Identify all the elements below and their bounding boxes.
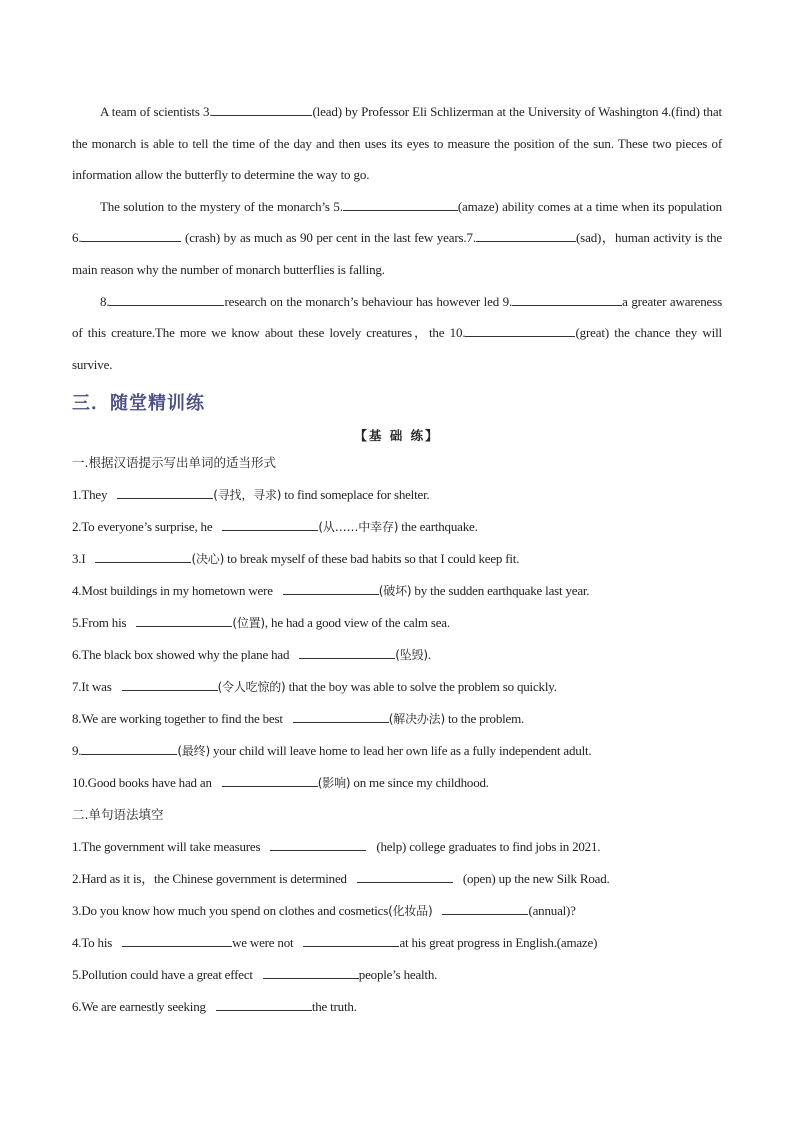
item-text: 4.Most buildings in my hometown were — [72, 583, 273, 599]
passage-text: 8. — [100, 293, 110, 309]
answer-blank[interactable] — [283, 582, 379, 595]
item-text: . — [427, 647, 431, 663]
item-text: the earthquake. — [398, 519, 478, 535]
item-text: 5.Pollution could have a great effect — [72, 967, 253, 983]
answer-blank[interactable] — [263, 966, 359, 979]
passage-text: a greater awareness of this creature.The more we know about these lovely creatures，the 10. — [72, 293, 722, 341]
answer-blank-10[interactable] — [465, 324, 575, 337]
answer-blank[interactable] — [442, 902, 528, 915]
worksheet-page — [72, 96, 722, 1023]
answer-blank[interactable] — [357, 870, 453, 883]
item-hint: (寻找，寻求) — [213, 488, 282, 503]
item-text: 5.From his — [72, 615, 127, 631]
item-text: (open) up the new Silk Road. — [462, 871, 610, 887]
item-text: 2.Hard as it is，the Chinese government is determined — [72, 871, 347, 887]
item-hint: (坠毁) — [395, 648, 428, 663]
answer-blank[interactable] — [270, 838, 366, 851]
item-hint: (影响) — [317, 776, 351, 791]
item-hint: (破坏) — [378, 584, 412, 599]
item-text: we were not — [232, 935, 294, 951]
answer-blank[interactable] — [218, 934, 232, 947]
item-hint: (解决办法) — [388, 712, 445, 727]
passage-text: (amaze) ability comes at a time when its population 6. — [72, 198, 723, 246]
item-hint: (从……中幸存) — [318, 520, 399, 535]
answer-blank[interactable] — [95, 550, 191, 563]
item-text: 8.We are working together to find the best — [72, 711, 283, 727]
answer-blank[interactable] — [136, 614, 232, 627]
grammar-item-3 — [72, 895, 722, 927]
answer-blank-6[interactable] — [81, 229, 181, 242]
passage-text: A team of scientists 3. — [100, 104, 213, 119]
passage-paragraph-3 — [72, 286, 722, 381]
item-text: by the sudden earthquake last year. — [411, 583, 590, 599]
section-1-list — [72, 479, 722, 799]
grammar-item-6 — [72, 991, 722, 1023]
vocab-item — [72, 479, 722, 511]
answer-blank-7[interactable] — [476, 229, 576, 242]
item-hint: (位置) — [232, 616, 265, 631]
grammar-item-2 — [72, 863, 722, 895]
answer-blank[interactable] — [299, 646, 395, 659]
item-text: 3.I — [72, 551, 86, 567]
answer-blank-5[interactable] — [343, 198, 458, 211]
answer-blank-9[interactable] — [512, 293, 622, 306]
item-text: 2.To everyone’s surprise, he — [72, 519, 213, 535]
vocab-item — [72, 703, 722, 735]
vocab-item — [72, 671, 722, 703]
answer-blank[interactable] — [81, 742, 177, 755]
item-text: 9. — [72, 743, 82, 759]
answer-blank[interactable] — [222, 774, 318, 787]
vocab-item — [72, 735, 722, 767]
item-hint: (决心) — [191, 552, 225, 567]
passage-paragraph-2 — [72, 191, 722, 286]
vocab-item — [72, 767, 722, 799]
passage-paragraph-1 — [72, 96, 722, 191]
answer-blank[interactable] — [222, 518, 318, 531]
item-text: 4.To his — [72, 935, 113, 951]
item-text: , he had a good view of the calm sea. — [264, 615, 450, 631]
item-text: people’s health. — [358, 967, 438, 983]
grammar-item-1 — [72, 831, 722, 863]
item-text: at his great progress in English.(amaze) — [399, 935, 598, 951]
item-text: to break myself of these bad habits so that I could keep fit. — [224, 551, 520, 567]
item-hint: (最终) — [177, 744, 210, 759]
vocab-item — [72, 511, 722, 543]
vocab-item — [72, 607, 722, 639]
item-text: 10.Good books have had an — [72, 775, 212, 791]
sub-heading: 【基 础 练】 — [354, 428, 440, 444]
item-text: 1.They — [72, 487, 108, 503]
answer-blank-3[interactable] — [212, 103, 312, 116]
grammar-item-4 — [72, 927, 722, 959]
section-1-title: 一.根据汉语提示写出单词的适当形式 — [72, 455, 276, 471]
passage-text: The solution to the mystery of the monarch’s 5. — [100, 198, 343, 214]
vocab-item — [72, 543, 722, 575]
item-text: (annual)? — [528, 903, 576, 919]
answer-blank[interactable] — [303, 934, 399, 947]
item-text: on me since my childhood. — [350, 775, 489, 791]
answer-blank[interactable] — [122, 934, 218, 947]
item-hint: (令人吃惊的) — [217, 680, 286, 695]
passage-text: (great) the chance they will survive. — [72, 325, 722, 372]
item-text: to find someplace for shelter. — [281, 487, 430, 503]
item-text: 3.Do you know how much you spend on clothes and cosmetics — [72, 903, 389, 919]
item-text: 1.The government will take measures — [72, 839, 261, 855]
answer-blank-8[interactable] — [109, 293, 224, 306]
answer-blank[interactable] — [293, 710, 389, 723]
answer-blank[interactable] — [117, 486, 213, 499]
section-heading: 三．随堂精训练 — [72, 393, 205, 415]
passage-text: (crash) by as much as 90 per cent in the last few years.7. — [185, 230, 476, 246]
item-hint: (化妆品) — [388, 904, 433, 919]
item-text: your child will leave home to lead her own life as a fully independent adult. — [209, 743, 592, 759]
item-text: 6.The black box showed why the plane had — [72, 647, 290, 663]
item-text: 6.We are earnestly seeking — [72, 999, 206, 1015]
item-text: (help) college graduates to find jobs in 2021. — [376, 839, 601, 855]
passage-text: research on the monarch’s behaviour has however led 9. — [224, 293, 513, 309]
vocab-item — [72, 639, 722, 671]
item-text: that the boy was able to solve the problem so quickly. — [285, 679, 557, 695]
passage-text: (lead) by Professor Eli Schlizerman at the University of Washington 4.(find) that the monarch is able to tell the time of the day and then uses its eyes to measure the position of the sun. These two pieces of information allow the butterfly to determine the way to go. — [72, 104, 722, 183]
answer-blank[interactable] — [122, 678, 218, 691]
grammar-item-5 — [72, 959, 722, 991]
section-2-title: 二.单句语法填空 — [72, 807, 164, 823]
item-text: 7.It was — [72, 679, 112, 695]
answer-blank[interactable] — [216, 998, 312, 1011]
item-text: to the problem. — [444, 711, 525, 727]
item-text: the truth. — [311, 999, 357, 1015]
vocab-item — [72, 575, 722, 607]
passage-text: (sad)，human activity is the main reason why the number of monarch butterflies is falling. — [72, 230, 723, 277]
